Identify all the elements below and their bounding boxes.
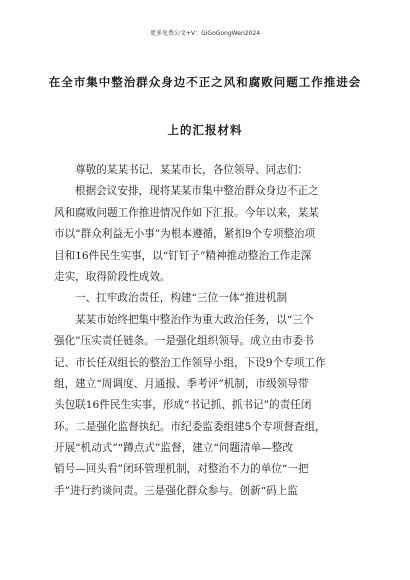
body-line: 目和16件民生实事，以“钉钉子”精神推动整治工作走深	[54, 249, 312, 262]
salutation: 尊敬的某某书记、某某市长，各位领导、同志们：	[75, 164, 309, 176]
document-body	[54, 160, 360, 502]
body-line: 强化”压实责任链条。一是强化组织领导。成立由市委书	[54, 335, 314, 348]
body-line: 手”进行约谈问责。三是强化群众参与。创新“码上监	[54, 484, 298, 497]
document-title-line-1: 在全市集中整治群众身边不正之风和腐败问题工作推进会	[48, 75, 362, 89]
body-line: 某某市始终把集中整治作为重大政治任务，以“三个	[75, 313, 314, 326]
body-line: 销号—回头看”闭环管理机制，对整治不力的单位“一把	[54, 463, 309, 476]
body-line: 环。二是强化监督执纪。市纪委监委组建5个专项督查组，	[54, 420, 326, 433]
body-line: 组，建立“周调度、月通报、季考评”机制，市级领导带	[54, 377, 309, 390]
body-line: 记、市长任双组长的整治工作领导小组，下设9个专项工作	[54, 356, 326, 369]
section-heading: 一、扛牢政治责任，构建“三位一体”推进机制	[75, 292, 288, 305]
body-line: 开展“机动式”“蹲点式”监督，建立“问题清单—整改	[54, 442, 293, 455]
body-line: 走实，取得阶段性成效。	[54, 270, 171, 283]
body-line: 风和腐败问题工作推进情况作如下汇报。今年以来，某某	[54, 206, 319, 219]
document-title-line-2: 上的汇报材料	[167, 123, 243, 137]
body-line: 市以“群众利益无小事”为根本遵循，紧扣9个专项整治项	[54, 228, 316, 241]
body-line: 根据会议安排，现将某某市集中整治群众身边不正之	[75, 185, 319, 198]
header-note: 更多免费公文+V：GiGoGongWen2024	[149, 30, 261, 37]
body-line: 头包联16件民生实事，形成“书记抓、抓书记”的责任闭	[54, 399, 312, 412]
